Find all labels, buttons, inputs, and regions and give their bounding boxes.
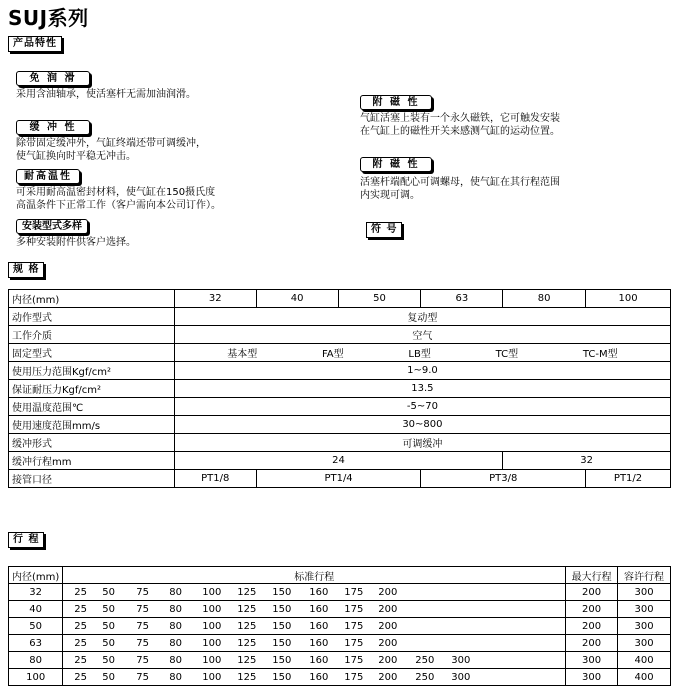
spec-mount: LB型 — [408, 349, 431, 360]
spec-header: 规 格 — [8, 262, 44, 278]
spec-mount: 基本型 — [227, 349, 258, 360]
stroke-values: 25 50 75 80 100 125 150 160 175 200 — [63, 601, 566, 618]
stroke-allow-label: 容许行程 — [618, 567, 671, 584]
spec-bore: 100 — [586, 290, 671, 308]
stroke-bore: 63 — [9, 635, 63, 652]
feature-desc-lubrication: 采用含油轴承，使活塞杆无需加油润滑。 — [16, 89, 196, 100]
table-row — [9, 669, 671, 686]
stroke-header: 行 程 — [8, 532, 44, 548]
spec-medium-label: 工作介质 — [9, 326, 175, 344]
spec-speed-label: 使用速度范围mm/s — [9, 416, 175, 434]
spec-action: 复动型 — [174, 308, 670, 326]
spec-bore: 32 — [174, 290, 256, 308]
spec-cushion-stroke: 32 — [503, 452, 671, 470]
spec-action-label: 动作型式 — [9, 308, 175, 326]
stroke-values: 25 50 75 80 100 125 150 160 175 200 — [63, 584, 566, 601]
stroke-allow: 300 — [618, 584, 671, 601]
feature-desc-mounting: 多种安装附件供客户选择。 — [16, 237, 136, 248]
feature-desc-heat: 可采用耐高温密封材料，使气缸在150摄氏度 高温条件下正常工作（客户需向本公司订作）。 — [16, 187, 221, 211]
stroke-allow: 300 — [618, 601, 671, 618]
spec-proof: 13.5 — [174, 380, 670, 398]
stroke-bore: 40 — [9, 601, 63, 618]
table-row — [9, 652, 671, 669]
symbol-label: 符 号 — [366, 222, 402, 238]
stroke-std-label: 标准行程 — [63, 567, 566, 584]
spec-cushion: 可调缓冲 — [174, 434, 670, 452]
stroke-max: 200 — [566, 618, 618, 635]
stroke-allow: 300 — [618, 618, 671, 635]
spec-table — [8, 289, 671, 488]
feature-label-lubrication: 免 润 滑 — [16, 71, 90, 86]
feature-label-nut: 附 磁 性 — [360, 157, 432, 172]
stroke-bore-label: 内径(mm) — [9, 567, 63, 584]
feature-label-cushion: 缓 冲 性 — [16, 120, 90, 135]
spec-bore: 80 — [503, 290, 586, 308]
spec-mount: TC-M型 — [582, 349, 618, 360]
spec-mount: FA型 — [321, 349, 344, 360]
spec-bore: 50 — [338, 290, 421, 308]
feature-label-heat: 耐高温性 — [16, 169, 80, 184]
stroke-values: 25 50 75 80 100 125 150 160 175 200 250 300 — [63, 652, 566, 669]
stroke-table — [8, 566, 671, 686]
stroke-bore: 32 — [9, 584, 63, 601]
spec-temp-label: 使用温度范围℃ — [9, 398, 175, 416]
feature-desc-cushion: 除带固定缓冲外，气缸终端还带可调缓冲， 使气缸换向时平稳无冲击。 — [16, 138, 206, 162]
spec-cushion-stroke: 24 — [174, 452, 502, 470]
stroke-max: 200 — [566, 635, 618, 652]
stroke-bore: 80 — [9, 652, 63, 669]
spec-mounts — [174, 344, 670, 362]
stroke-values: 25 50 75 80 100 125 150 160 175 200 250 300 — [63, 669, 566, 686]
spec-pressure: 1~9.0 — [174, 362, 670, 380]
feature-desc-nut: 活塞杆端配心可调螺母，使气缸在其行程范围 内实现可调。 — [360, 177, 560, 201]
table-row — [9, 635, 671, 652]
spec-proof-label: 保证耐压力Kgf/cm² — [9, 380, 175, 398]
page-title: SUJ系列 — [8, 6, 89, 30]
stroke-values: 25 50 75 80 100 125 150 160 175 200 — [63, 635, 566, 652]
spec-bore: 40 — [256, 290, 338, 308]
spec-port: PT1/2 — [586, 470, 671, 488]
table-row — [9, 618, 671, 635]
features-header: 产品特性 — [8, 36, 62, 52]
stroke-allow: 400 — [618, 669, 671, 686]
spec-row-bore — [9, 290, 671, 308]
spec-port: PT1/8 — [174, 470, 256, 488]
spec-port-label: 接管口径 — [9, 470, 175, 488]
spec-pressure-label: 使用压力范围Kgf/cm² — [9, 362, 175, 380]
stroke-bore: 100 — [9, 669, 63, 686]
spec-speed: 30~800 — [174, 416, 670, 434]
spec-port: PT3/8 — [421, 470, 586, 488]
stroke-max: 300 — [566, 652, 618, 669]
spec-mount: TC型 — [495, 349, 519, 360]
stroke-allow: 300 — [618, 635, 671, 652]
spec-bore-label: 内径(mm) — [9, 290, 175, 308]
stroke-bore: 50 — [9, 618, 63, 635]
stroke-max-label: 最大行程 — [566, 567, 618, 584]
stroke-max: 200 — [566, 601, 618, 618]
table-row — [9, 584, 671, 601]
stroke-values: 25 50 75 80 100 125 150 160 175 200 — [63, 618, 566, 635]
spec-mount-label: 固定型式 — [9, 344, 175, 362]
feature-label-mounting: 安装型式多样 — [16, 219, 88, 234]
spec-medium: 空气 — [174, 326, 670, 344]
spec-bore: 63 — [421, 290, 503, 308]
stroke-allow: 400 — [618, 652, 671, 669]
spec-temp: -5~70 — [174, 398, 670, 416]
stroke-max: 300 — [566, 669, 618, 686]
spec-port: PT1/4 — [256, 470, 421, 488]
spec-cushion-label: 缓冲形式 — [9, 434, 175, 452]
feature-label-magnet: 附 磁 性 — [360, 95, 432, 110]
table-row — [9, 601, 671, 618]
spec-cushion-stroke-label: 缓冲行程mm — [9, 452, 175, 470]
stroke-max: 200 — [566, 584, 618, 601]
feature-desc-magnet: 气缸活塞上装有一个永久磁铁，它可触发安装 在气缸上的磁性开关来感测气缸的运动位置。 — [360, 113, 560, 137]
